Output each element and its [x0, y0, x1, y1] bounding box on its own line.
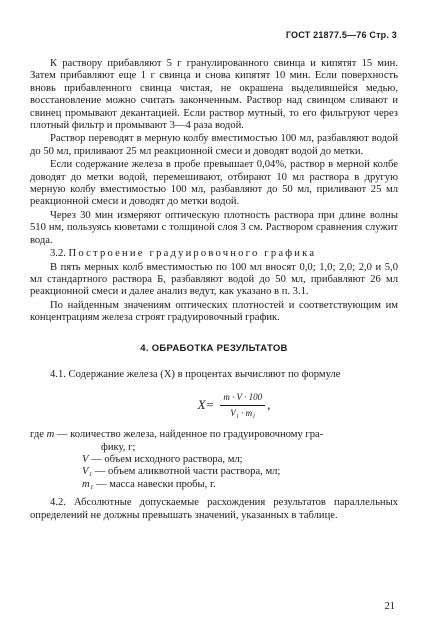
paragraph: Раствор переводят в мерную колбу вместимостью 100 мл, разбавляют водой до 50 мл, приливают 25 мл реакционной смеси и доводят водой до метки. [30, 133, 398, 157]
paragraph: Через 30 мин измеряют оптическую плотность раствора при длине волны 510 нм, пользуясь кюветами с толщиной слоя 3 см. Раствором сравнения служит вода. [30, 209, 398, 246]
formula-comma: , [267, 397, 271, 413]
section-title: 4. ОБРАБОТКА РЕЗУЛЬТАТОВ [140, 342, 288, 354]
page-header: ГОСТ 21877.5—76 Стр. 3 [285, 30, 397, 40]
definition-row [30, 479, 398, 491]
formula-fraction [220, 391, 265, 419]
subsection-title: Построение градуировочного графика [68, 248, 317, 260]
formula-lhs: X= [197, 397, 215, 413]
definition-text: — масса навески пробы, г. [96, 478, 216, 490]
formula-numerator: m · V · 100 [223, 392, 263, 403]
paragraph: К раствору прибавляют 5 г гранулированного свинца и кипятят 15 мин. Затем прибавляют еще 1 г свинца и снова кипятят 10 мин. Если поверхность вновь прибавленного свинца чистая, не окрашена выделившейся медью, восстановление можно считать законченным. Раствор над свинцом сливают и свинец промывают декантацией. Если раствор мутный, то его фильтруют через плотный фильтр и промывают 3—4 раза водой. [30, 58, 398, 132]
definitions-list [30, 429, 398, 491]
definition-row [30, 429, 398, 441]
subsection-heading [30, 248, 398, 260]
paragraph: 4.1. Содержание железа (X) в процентах вычисляют по формуле [50, 368, 341, 380]
definition-symbol: V₁ [82, 466, 93, 478]
definition-row [30, 442, 398, 454]
definition-text: — количество железа, найденное по градуировочному гра- [56, 429, 324, 441]
definition-text: — объем аликвотной части раствора, мл; [94, 466, 281, 478]
paragraph: В пять мерных колб вместимостью по 100 мл вносят 0,0; 1,0; 2,0; 2,0 и 5,0 мл стандартного раствора Б, разбавляют водой до 50 мл, прибавляют 26 мл реакционной смеси и далее анализ ведут, как указано в п. 3.1. [30, 261, 398, 298]
definition-text: фику, г; [101, 441, 136, 453]
page-number: 21 [384, 601, 395, 612]
formula-denominator: V₁ · m₁ [230, 407, 256, 418]
paragraph: 4.2. Абсолютные допускаемые расхождения результатов параллельных определений не должны превышать значений, указанных в таблице. [30, 497, 398, 521]
subsection-number: 3.2. [50, 248, 66, 260]
definition-symbol: V [82, 453, 89, 465]
document-body [30, 58, 398, 523]
formula [70, 391, 398, 419]
definition-symbol: m₁ [82, 478, 94, 490]
definition-text: — объем исходного раствора, мл; [91, 453, 243, 465]
where-label: где [30, 429, 44, 441]
definition-symbol: m [46, 429, 55, 441]
paragraph: Если содержание железа в пробе превышает 0,04%, раствор в мерной колбе доводят до метки водой, перемешивают, отбирают 10 мл раствора в другую мерную колбу вместимостью 100 мл, разбавляют до 50 мл, приливают 25 мл реакционной смеси и доводят до метки водой. [30, 159, 398, 208]
paragraph: По найденным значениям оптических плотностей и соответствующим им концентрациям железа строят градуировочный график. [30, 299, 398, 324]
definition-row [30, 466, 398, 478]
definition-row [30, 454, 398, 466]
